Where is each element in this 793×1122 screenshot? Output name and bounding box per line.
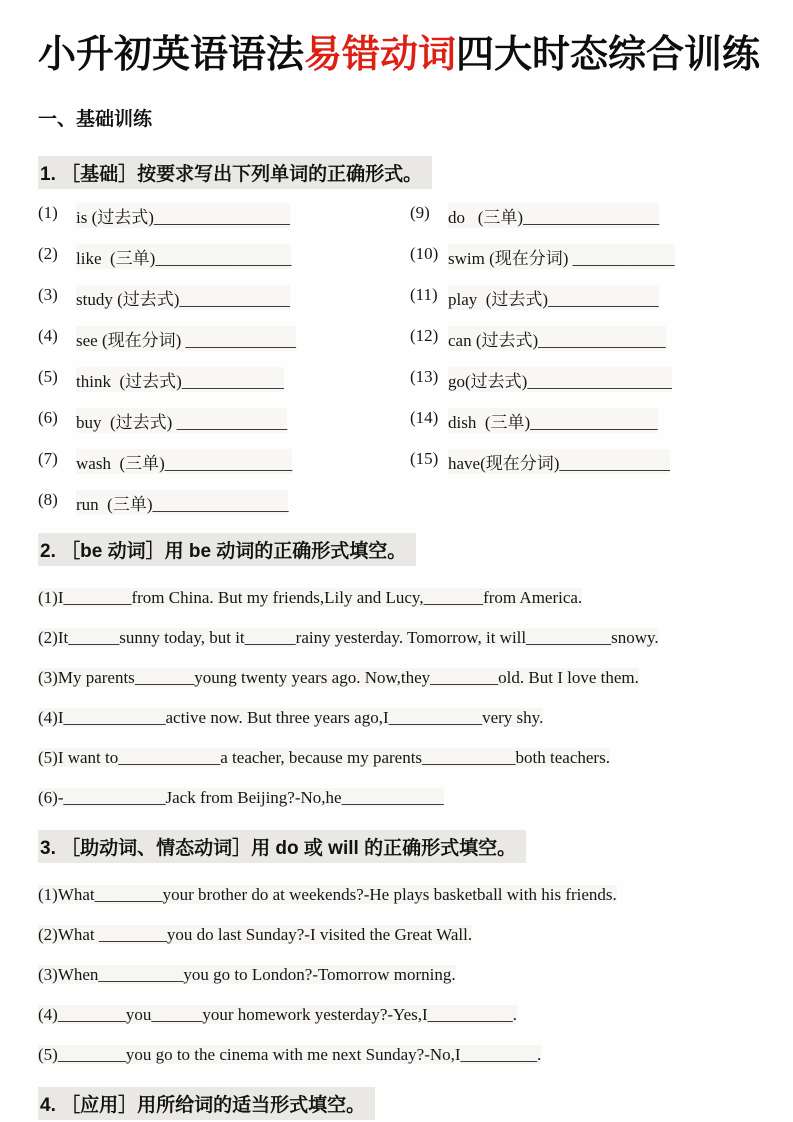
title-post: 四大时态综合训练 — [456, 34, 761, 76]
sentence-text: (4)I____________active now. But three years ago,I___________very shy. — [38, 707, 544, 727]
item-text: wash (三单)_______________ — [76, 449, 292, 474]
word-item-13 — [410, 367, 755, 408]
sentence-text: (3)When__________you go to London?-Tomorrow morning. — [38, 964, 456, 984]
item-number: (9) — [410, 202, 430, 222]
item-number: (11) — [410, 284, 438, 304]
sentence-line — [38, 925, 755, 965]
sentence-text: (3)My parents_______young twenty years ago. Now,they________old. But I love them. — [38, 667, 639, 687]
sentence-line — [38, 965, 755, 1005]
item-number: (4) — [38, 325, 58, 345]
item-number: (7) — [38, 448, 58, 468]
word-item-4 — [38, 326, 410, 367]
sentence-line — [38, 1045, 755, 1085]
word-item-3 — [38, 285, 410, 326]
sentence-line — [38, 668, 755, 708]
item-text: study (过去式)_____________ — [76, 285, 290, 310]
page-title — [38, 32, 761, 80]
item-text: run (三单)________________ — [76, 490, 288, 515]
item-text: see (现在分词) _____________ — [76, 326, 296, 351]
item-number: (8) — [38, 489, 58, 509]
item-number: (6) — [38, 407, 58, 427]
item-text: like (三单)________________ — [76, 244, 291, 269]
sentence-text: (5)I want to____________a teacher, because my parents___________both teachers. — [38, 747, 610, 767]
title-highlight-red: 易错动词 — [304, 34, 457, 76]
word-item-15 — [410, 449, 755, 490]
exercise4-heading: 4. ［应用］用所给词的适当形式填空。 — [38, 1087, 375, 1120]
title-pre: 小升初英语语法 — [38, 34, 305, 76]
word-item-2 — [38, 244, 410, 285]
item-text: swim (现在分词) ____________ — [448, 244, 675, 269]
item-text: think (过去式)____________ — [76, 367, 284, 392]
word-item-7 — [38, 449, 410, 490]
sentence-text: (2)It______sunny today, but it______rainy yesterday. Tomorrow, it will__________snowy. — [38, 627, 659, 647]
sentence-text: (5)________you go to the cinema with me next Sunday?-No,I_________. — [38, 1044, 542, 1064]
exercise2-sentences — [38, 588, 755, 828]
item-text: have(现在分词)_____________ — [448, 449, 670, 474]
sentence-line — [38, 885, 755, 925]
item-text: play (过去式)_____________ — [448, 285, 659, 310]
item-number: (2) — [38, 243, 58, 263]
word-item-6 — [38, 408, 410, 449]
item-text: go(过去式)_________________ — [448, 367, 672, 392]
sentence-line — [38, 628, 755, 668]
sentence-text: (2)What ________you do last Sunday?-I visited the Great Wall. — [38, 924, 473, 944]
word-item-12 — [410, 326, 755, 367]
exercise1-right-column — [410, 203, 755, 531]
sentence-line — [38, 788, 755, 828]
sentence-line — [38, 588, 755, 628]
sentence-text: (1)What________your brother do at weekends?-He plays basketball with his friends. — [38, 884, 617, 904]
part1-heading: 一、基础训练 — [38, 108, 153, 130]
sentence-line — [38, 1005, 755, 1045]
exercise1-word-list — [38, 203, 755, 531]
sentence-text: (4)________you______your homework yesterday?-Yes,I__________. — [38, 1004, 517, 1024]
item-number: (15) — [410, 448, 439, 468]
sentence-text: (6)-____________Jack from Beijing?-No,he____________ — [38, 787, 444, 807]
sentence-line — [38, 708, 755, 748]
word-item-9 — [410, 203, 755, 244]
exercise3-heading: 3. ［助动词、情态动词］用 do 或 will 的正确形式填空。 — [38, 830, 526, 863]
item-number: (1) — [38, 202, 58, 222]
item-number: (5) — [38, 366, 58, 386]
item-number: (13) — [410, 366, 439, 386]
sentence-text: (1)I________from China. But my friends,Lily and Lucy,_______from America. — [38, 587, 583, 607]
word-item-14 — [410, 408, 755, 449]
word-item-10 — [410, 244, 755, 285]
item-text: can (过去式)_______________ — [448, 326, 666, 351]
exercise1-left-column — [38, 203, 410, 531]
exercise1-heading: 1. ［基础］按要求写出下列单词的正确形式。 — [38, 156, 432, 189]
item-text: buy (过去式) _____________ — [76, 408, 287, 433]
item-number: (3) — [38, 284, 58, 304]
exercise2-heading: 2. ［be 动词］用 be 动词的正确形式填空。 — [38, 533, 416, 566]
item-number: (10) — [410, 243, 439, 263]
word-item-1 — [38, 203, 410, 244]
item-number: (12) — [410, 325, 439, 345]
item-text: do (三单)________________ — [448, 203, 659, 228]
word-item-5 — [38, 367, 410, 408]
item-text: dish (三单)_______________ — [448, 408, 658, 433]
word-item-8 — [38, 490, 410, 531]
item-text: is (过去式)________________ — [76, 203, 290, 228]
exercise3-sentences — [38, 885, 755, 1085]
word-item-11 — [410, 285, 755, 326]
item-number: (14) — [410, 407, 439, 427]
sentence-line — [38, 748, 755, 788]
